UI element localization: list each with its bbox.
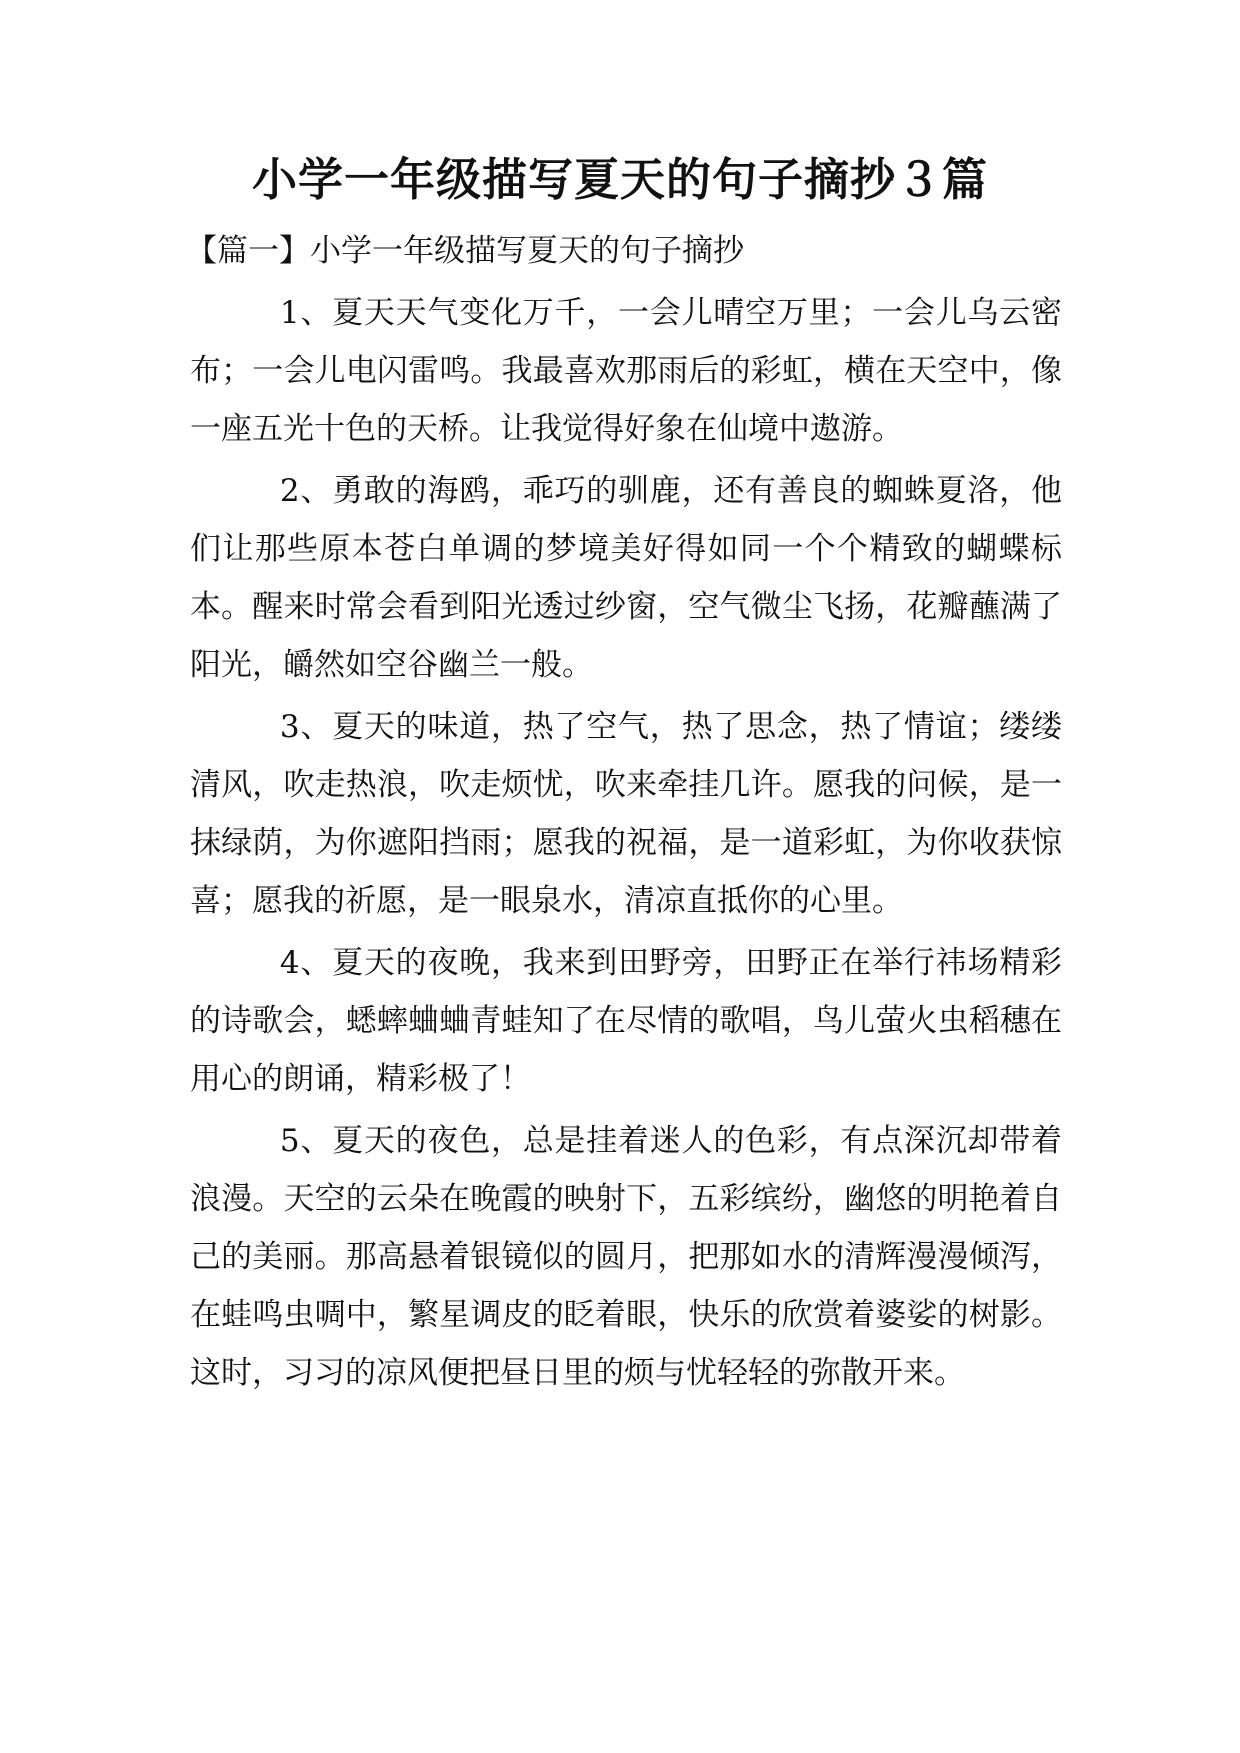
paragraph-4: 4、夏天的夜晚，我来到田野旁，田野正在举行祎场精彩的诗歌会，蟋蟀蛐蛐青蛙知了在尽情的歌唱，鸟儿萤火虫稻穗在用心的朗诵，精彩极了！: [190, 945, 1062, 1097]
paragraph-1: 1、夏天天气变化万千，一会儿晴空万里；一会儿乌云密布；一会儿电闪雷鸣。我最喜欢那雨后的彩虹，横在天空中，像一座五光十色的天桥。让我觉得好象在仙境中遨游。: [190, 295, 1062, 447]
document-body: [186, 222, 1062, 1406]
section-heading: 【篇一】小学一年级描写夏天的句子摘抄: [186, 233, 744, 269]
paragraph-5: 5、夏天的夜色，总是挂着迷人的色彩，有点深沉却带着浪漫。天空的云朵在晚霞的映射下，五彩缤纷，幽悠的明艳着自己的美丽。那高悬着银镜似的圆月，把那如水的清辉漫漫倾泻，在蛙鸣虫啁中，繁星调皮的眨着眼，快乐的欣赏着婆娑的树影。这时，习习的凉风便把昼日里的烦与忧轻轻的弥散开来。: [190, 1123, 1062, 1391]
paragraph-2: 2、勇敢的海鸥，乖巧的驯鹿，还有善良的蜘蛛夏洛，他们让那些原本苍白单调的梦境美好得如同一个个精致的蝴蝶标本。醒来时常会看到阳光透过纱窗，空气微尘飞扬，花瓣蘸满了阳光，皭然如空谷幽兰一般。: [190, 473, 1062, 683]
paragraph-3: 3、夏天的味道，热了空气，热了思念，热了情谊；缕缕清风，吹走热浪，吹走烦忧，吹来牵挂几许。愿我的问候，是一抹绿荫，为你遮阳挡雨；愿我的祝福，是一道彩虹，为你收获惊喜；愿我的祈愿，是一眼泉水，清凉直抵你的心里。: [190, 709, 1062, 919]
document-title: 小学一年级描写夏天的句子摘抄３篇: [251, 153, 988, 206]
